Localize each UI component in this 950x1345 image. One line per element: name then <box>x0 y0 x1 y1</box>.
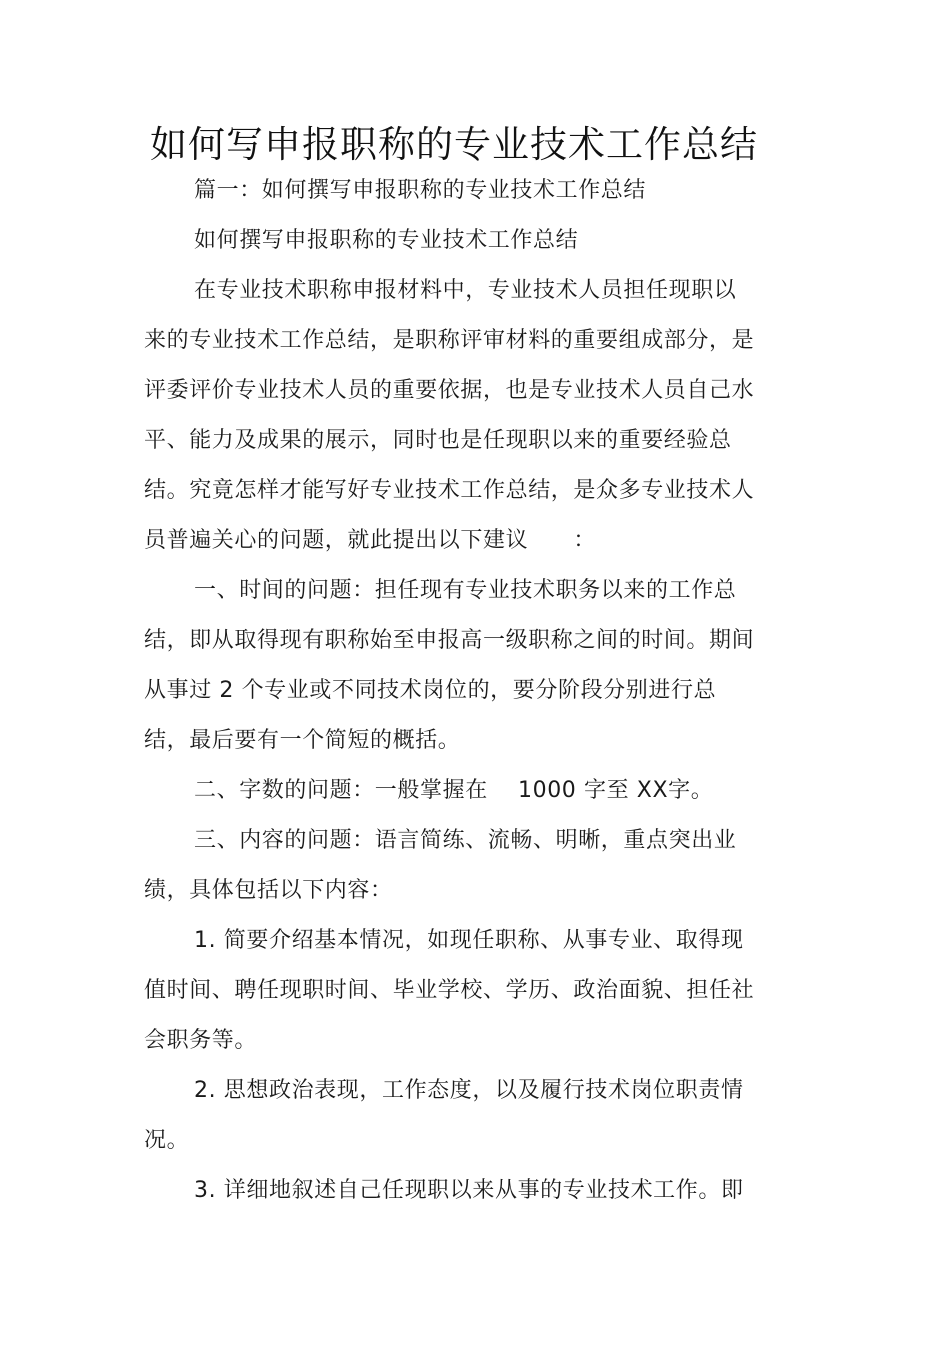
paragraph-item-2: 2. 思想政治表现，工作态度，以及履行技术岗位职责情况。 <box>144 1078 744 1153</box>
document-title: 如何写申报职称的专业技术工作总结 <box>150 123 758 166</box>
document-body <box>144 166 756 1216</box>
paragraph-word-count-issue: 二、字数的问题：一般掌握在 1000 字至 XX字。 <box>194 778 714 803</box>
paragraph-item-3: 3. 详细地叙述自己任现职以来从事的专业技术工作。即 <box>194 1178 744 1203</box>
paragraph-time-issue: 一、时间的问题：担任现有专业技术职务以来的工作总结，即从取得现有职称始至申报高一级职称之间的时间。期间从事过 2 个专业或不同技术岗位的，要分阶段分别进行总结，最后要有一个简短的概括。 <box>144 578 755 753</box>
paragraph-item-1: 1. 简要介绍基本情况，如现任职称、从事专业、取得现值时间、聘任现职时间、毕业学校、学历、政治面貌、担任社会职务等。 <box>144 928 755 1053</box>
paragraph-subtitle: 如何撰写申报职称的专业技术工作总结 <box>194 228 579 253</box>
paragraph-section-heading: 篇一：如何撰写申报职称的专业技术工作总结 <box>194 178 647 203</box>
paragraph-content-issue: 三、内容的问题：语言简练、流畅、明晰，重点突出业绩，具体包括以下内容： <box>144 828 737 903</box>
paragraph-introduction: 在专业技术职称申报材料中，专业技术人员担任现职以来的专业技术工作总结，是职称评审材料的重要组成部分，是评委评价专业技术人员的重要依据，也是专业技术人员自己水平、能力及成果的展示，同时也是任现职以来的重要经验总结。究竟怎样才能写好专业技术工作总结，是众多专业技术人员普遍关心的问题，就此提出以下建议 ： <box>144 278 755 553</box>
